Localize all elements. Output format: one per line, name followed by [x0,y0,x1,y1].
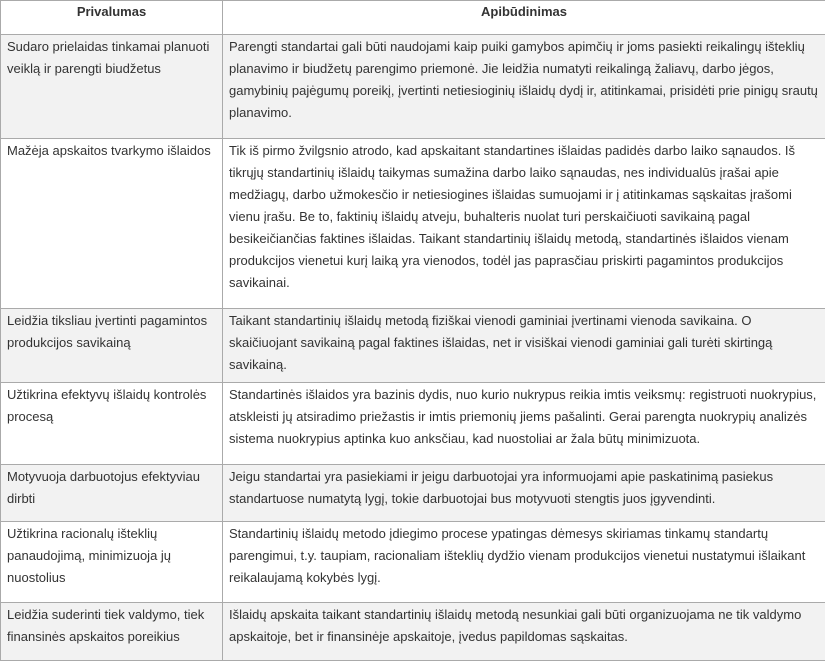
table-row [1,309,825,383]
description-cell: Standartinių išlaidų metodo įdiegimo procese ypatingas dėmesys skiriamas tinkamų standartų parengimui, t.y. taupiam, racionaliam išteklių dydžio vienam produkcijos vienetui nustatymui išlaikant reikalaujamą kokybės lygį. [223,522,825,603]
header-advantage: Privalumas [1,1,223,35]
table-row [1,522,825,603]
table-header-row [1,1,825,35]
description-cell: Išlaidų apskaita taikant standartinių išlaidų metodą nesunkiai gali būti organizuojama ne tik valdymo apskaitoje, bet ir finansinėje apskaitoje, įvedus papildomas sąskaitas. [223,603,825,661]
advantage-cell: Užtikrina efektyvų išlaidų kontrolės procesą [1,383,223,465]
description-cell: Jeigu standartai yra pasiekiami ir jeigu darbuotojai yra informuojami apie paskatinimą pasiekus standartuose numatytą lygį, tokie darbuotojai bus motyvuoti stengtis juos įgyvendinti. [223,465,825,522]
table-row [1,465,825,522]
advantage-cell: Leidžia suderinti tiek valdymo, tiek finansinės apskaitos poreikius [1,603,223,661]
advantage-cell: Užtikrina racionalų išteklių panaudojimą, minimizuoja jų nuostolius [1,522,223,603]
advantage-cell: Leidžia tiksliau įvertinti pagamintos produkcijos savikainą [1,309,223,383]
advantage-cell: Mažėja apskaitos tvarkymo išlaidos [1,139,223,309]
advantage-cell: Motyvuoja darbuotojus efektyviau dirbti [1,465,223,522]
advantage-cell: Sudaro prielaidas tinkamai planuoti veiklą ir parengti biudžetus [1,35,223,139]
description-cell: Standartinės išlaidos yra bazinis dydis, nuo kurio nukrypus reikia imtis veiksmų: registruoti nuokrypius, atskleisti jų atsiradimo priežastis ir imtis priemonių jiems pašalinti. Gerai parengta nuokrypių analizės sistema nuokrypius aptinka kuo anksčiau, kad nuostoliai ar žala būtų minimizuota. [223,383,825,465]
description-cell: Parengti standartai gali būti naudojami kaip puiki gamybos apimčių ir joms pasiekti reikalingų išteklių planavimo ir biudžetų parengimo priemonė. Jie leidžia numatyti reikalingą žaliavų, darbo jėgos, gamybinių pajėgumų poreikį, įvertinti netiesioginių išlaidų dydį ir, atitinkamai, prisidėti prie pinigų srautų planavimo. [223,35,825,139]
table-row [1,383,825,465]
header-description: Apibūdinimas [223,1,825,35]
description-cell: Taikant standartinių išlaidų metodą fiziškai vienodi gaminiai įvertinami vienoda savikaina. O skaičiuojant savikainą pagal faktines išlaidas, net ir visiškai vienodi gaminiai gali turėti skirtingą savikainą. [223,309,825,383]
table-row [1,603,825,661]
table-row [1,35,825,139]
table-row [1,139,825,309]
description-cell: Tik iš pirmo žvilgsnio atrodo, kad apskaitant standartines išlaidas padidės darbo laiko sąnaudos. Iš tikrųjų standartinių išlaidų taikymas sumažina darbo laiko sąnaudas, nes individualūs įrašai apie medžiagų, darbo užmokesčio ir netiesiogines išlaidas sumuojami ir į atitinkamas sąskaitas įrašomi vienu įrašu. Be to, faktinių išlaidų atveju, buhalteris nuolat turi perskaičiuoti savikainą pagal besikeičiančias faktines išlaidas. Taikant standartinių išlaidų metodą, standartinės išlaidos vienam produkcijos vienetui kurį laiką yra vienodos, todėl jas paprasčiau priskirti pagamintos produkcijos savikainai. [223,139,825,309]
